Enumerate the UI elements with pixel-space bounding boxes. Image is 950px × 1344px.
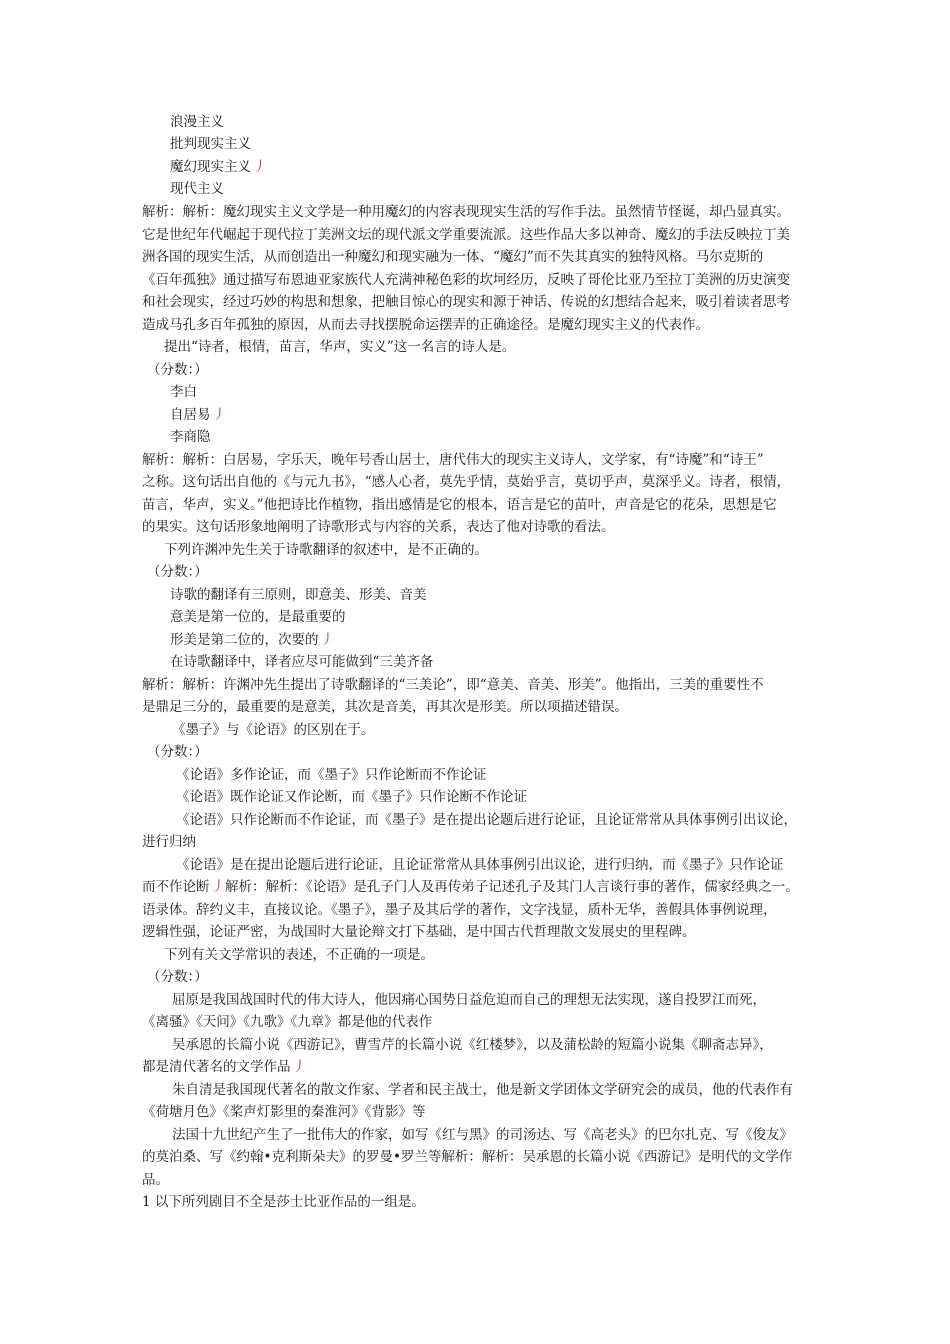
- q1-option-1[interactable]: 浪漫主义: [170, 114, 224, 130]
- check-mark-icon: 丿: [292, 1059, 306, 1075]
- q5-option-2[interactable]: 吴承恩的长篇小说《西游记》，曹雪芹的长篇小说《红楼梦》，以及蒲松龄的短篇小说集《聊斋志异》，: [172, 1037, 773, 1053]
- q3-option-2[interactable]: 意美是第一位的，是最重要的: [170, 609, 346, 625]
- q2-option-2[interactable]: 自居易 丿: [170, 407, 226, 423]
- check-mark-icon: 丿: [212, 407, 226, 423]
- q4-analysis-line: 语录体。辞约义丰，直接议论。《墨子》，墨子及其后学的著作，文字浅显，质朴无华，善假具体事例说理，: [142, 902, 777, 918]
- q1-analysis-line: 造成马孔多百年孤独的原因，从而去寻找摆脱命运摆弄的正确途径。是魔幻现实主义的代表作。: [142, 317, 709, 333]
- q5-option-3-cont: 《荷塘月色》《桨声灯影里的秦淮河》《背影》等: [142, 1104, 426, 1120]
- q2-analysis-line: 苗言，华声，实义。”他把诗比作植物，指出感情是它的根本，语言是它的苗叶，声音是它的花朵，思想是它: [142, 497, 777, 513]
- q4-question: 《墨子》与《论语》的区别在于。: [172, 722, 375, 738]
- check-mark-icon: 丿: [253, 159, 267, 175]
- q3-option-4[interactable]: 在诗歌翻译中，译者应尽可能做到“三美齐备: [170, 654, 434, 670]
- q2-question: 提出“诗者，根情，苗言，华声，实义”这一名言的诗人是。: [164, 339, 516, 355]
- q4-option-4[interactable]: 《论语》是在提出论题后进行论证，且论证常常从具体事例引出议论，进行归纳，而《墨子》只作论证: [176, 857, 784, 873]
- q1-option-2[interactable]: 批判现实主义: [170, 136, 251, 152]
- q1-option-4[interactable]: 现代主义: [170, 181, 224, 197]
- q4-option-2[interactable]: 《论语》既作论证又作论断，而《墨子》只作论断不作论证: [176, 789, 527, 805]
- q4-analysis-line: 逻辑性强，论证严密，为战国时大量论辩文打下基础，是中国古代哲理散文发展史的里程碑。: [142, 924, 696, 940]
- q2-score: （分数：）: [147, 362, 208, 378]
- q4-option-3-cont: 进行归纳: [142, 834, 196, 850]
- q3-score: （分数：）: [147, 564, 208, 580]
- q1-analysis-line: 《百年孤独》通过描写布恩迪亚家族代人充满神秘色彩的坎坷经历，反映了哥伦比亚乃至拉丁美洲的历史演变: [142, 272, 790, 288]
- q3-option-1[interactable]: 诗歌的翻译有三原则，即意美、形美、音美: [170, 587, 427, 603]
- check-mark-icon: 丿: [211, 879, 225, 895]
- q4-option-1[interactable]: 《论语》多作论证，而《墨子》只作论断而不作论证: [176, 767, 487, 783]
- q3-option-3[interactable]: 形美是第二位的，次要的 丿: [170, 632, 334, 648]
- q6-question: 1 以下所列剧目不全是莎士比亚作品的一组是。: [142, 1194, 425, 1210]
- q2-analysis-line: 解析：解析：白居易，字乐天，晚年号香山居士，唐代伟大的现实主义诗人，文学家，有“诗魔”和“诗王”: [142, 452, 764, 468]
- q1-analysis-line: 它是世纪年代崛起于现代拉丁美洲文坛的现代派文学重要流派。这些作品大多以神奇、魔幻的手法反映拉丁美: [142, 227, 790, 243]
- q5-score: （分数：）: [147, 969, 208, 985]
- q3-analysis-line: 是鼎足三分的，最重要的是意美，其次是音美，再其次是形美。所以项描述错误。: [142, 699, 628, 715]
- q5-option-4-cont: 品。: [142, 1172, 169, 1188]
- q3-analysis-line: 解析：解析：许渊冲先生提出了诗歌翻译的“三美论”，即“意美、音美、形美”。他指出，三美的重要性不: [142, 677, 764, 693]
- q5-option-3[interactable]: 朱自清是我国现代著名的散文作家、学者和民主战士，他是新文学团体文学研究会的成员，他的代表作有: [172, 1082, 793, 1098]
- q1-analysis-line: 和社会现实，经过巧妙的构思和想象，把触目惊心的现实和源于神话、传说的幻想结合起来，吸引着读者思考: [142, 294, 790, 310]
- q5-question: 下列有关文学常识的表述，不正确的一项是。: [164, 947, 434, 963]
- q5-option-2-cont: 都是清代著名的文学作品 丿: [142, 1059, 306, 1075]
- q2-option-3[interactable]: 李商隐: [170, 429, 211, 445]
- q2-analysis-line: 的果实。这句话形象地阐明了诗歌形式与内容的关系，表达了他对诗歌的看法。: [142, 519, 615, 535]
- q5-option-4[interactable]: 法国十九世纪产生了一批伟大的作家，如写《红与黑》的司汤达、写《高老头》的巴尔扎克、写《俊友》: [172, 1127, 793, 1143]
- q3-question: 下列许渊冲先生关于诗歌翻译的叙述中，是不正确的。: [164, 542, 488, 558]
- q5-option-1[interactable]: 屈原是我国战国时代的伟大诗人，他因痛心国势日益危迫而自己的理想无法实现，遂自投罗江而死，: [172, 992, 766, 1008]
- q5-option-1-cont: 《离骚》《天问》《九歌》《九章》都是他的代表作: [142, 1014, 433, 1030]
- q4-option-3[interactable]: 《论语》只作论断而不作论证，而《墨子》是在提出论题后进行论证，且论证常常从具体事例引出议论，: [176, 812, 797, 828]
- check-mark-icon: 丿: [320, 632, 334, 648]
- q1-analysis-line: 解析：解析：魔幻现实主义文学是一种用魔幻的内容表现现实生活的写作手法。虽然情节怪诞，却凸显真实。: [142, 204, 790, 220]
- q1-option-3[interactable]: 魔幻现实主义 丿: [170, 159, 267, 175]
- q2-analysis-line: 之称。这句话出自他的《与元九书》，“感人心者，莫先乎情，莫始乎言，莫切乎声，莫深乎义。诗者，根情，: [142, 474, 791, 490]
- q1-analysis-line: 洲各国的现实生活，从而创造出一种魔幻和现实融为一体、“魔幻”而不失其真实的独特风格。马尔克斯的: [142, 249, 764, 265]
- q4-option-4-cont: 而不作论断 丿解析：解析：《论语》是孔子门人及再传弟子记述孔子及其门人言谈行事的著作，儒家经典之一。: [142, 879, 799, 895]
- q4-score: （分数：）: [147, 744, 208, 760]
- q5-option-4-cont: 的莫泊桑、写《约翰•克利斯朵夫》的罗曼•罗兰等解析：解析：吴承恩的长篇小说《西游记》是明代的文学作: [142, 1149, 793, 1165]
- q2-option-1[interactable]: 李白: [170, 384, 197, 400]
- q4-analysis-inline: 解析：解析：《论语》是孔子门人及再传弟子记述孔子及其门人言谈行事的著作，儒家经典之一。: [225, 879, 799, 895]
